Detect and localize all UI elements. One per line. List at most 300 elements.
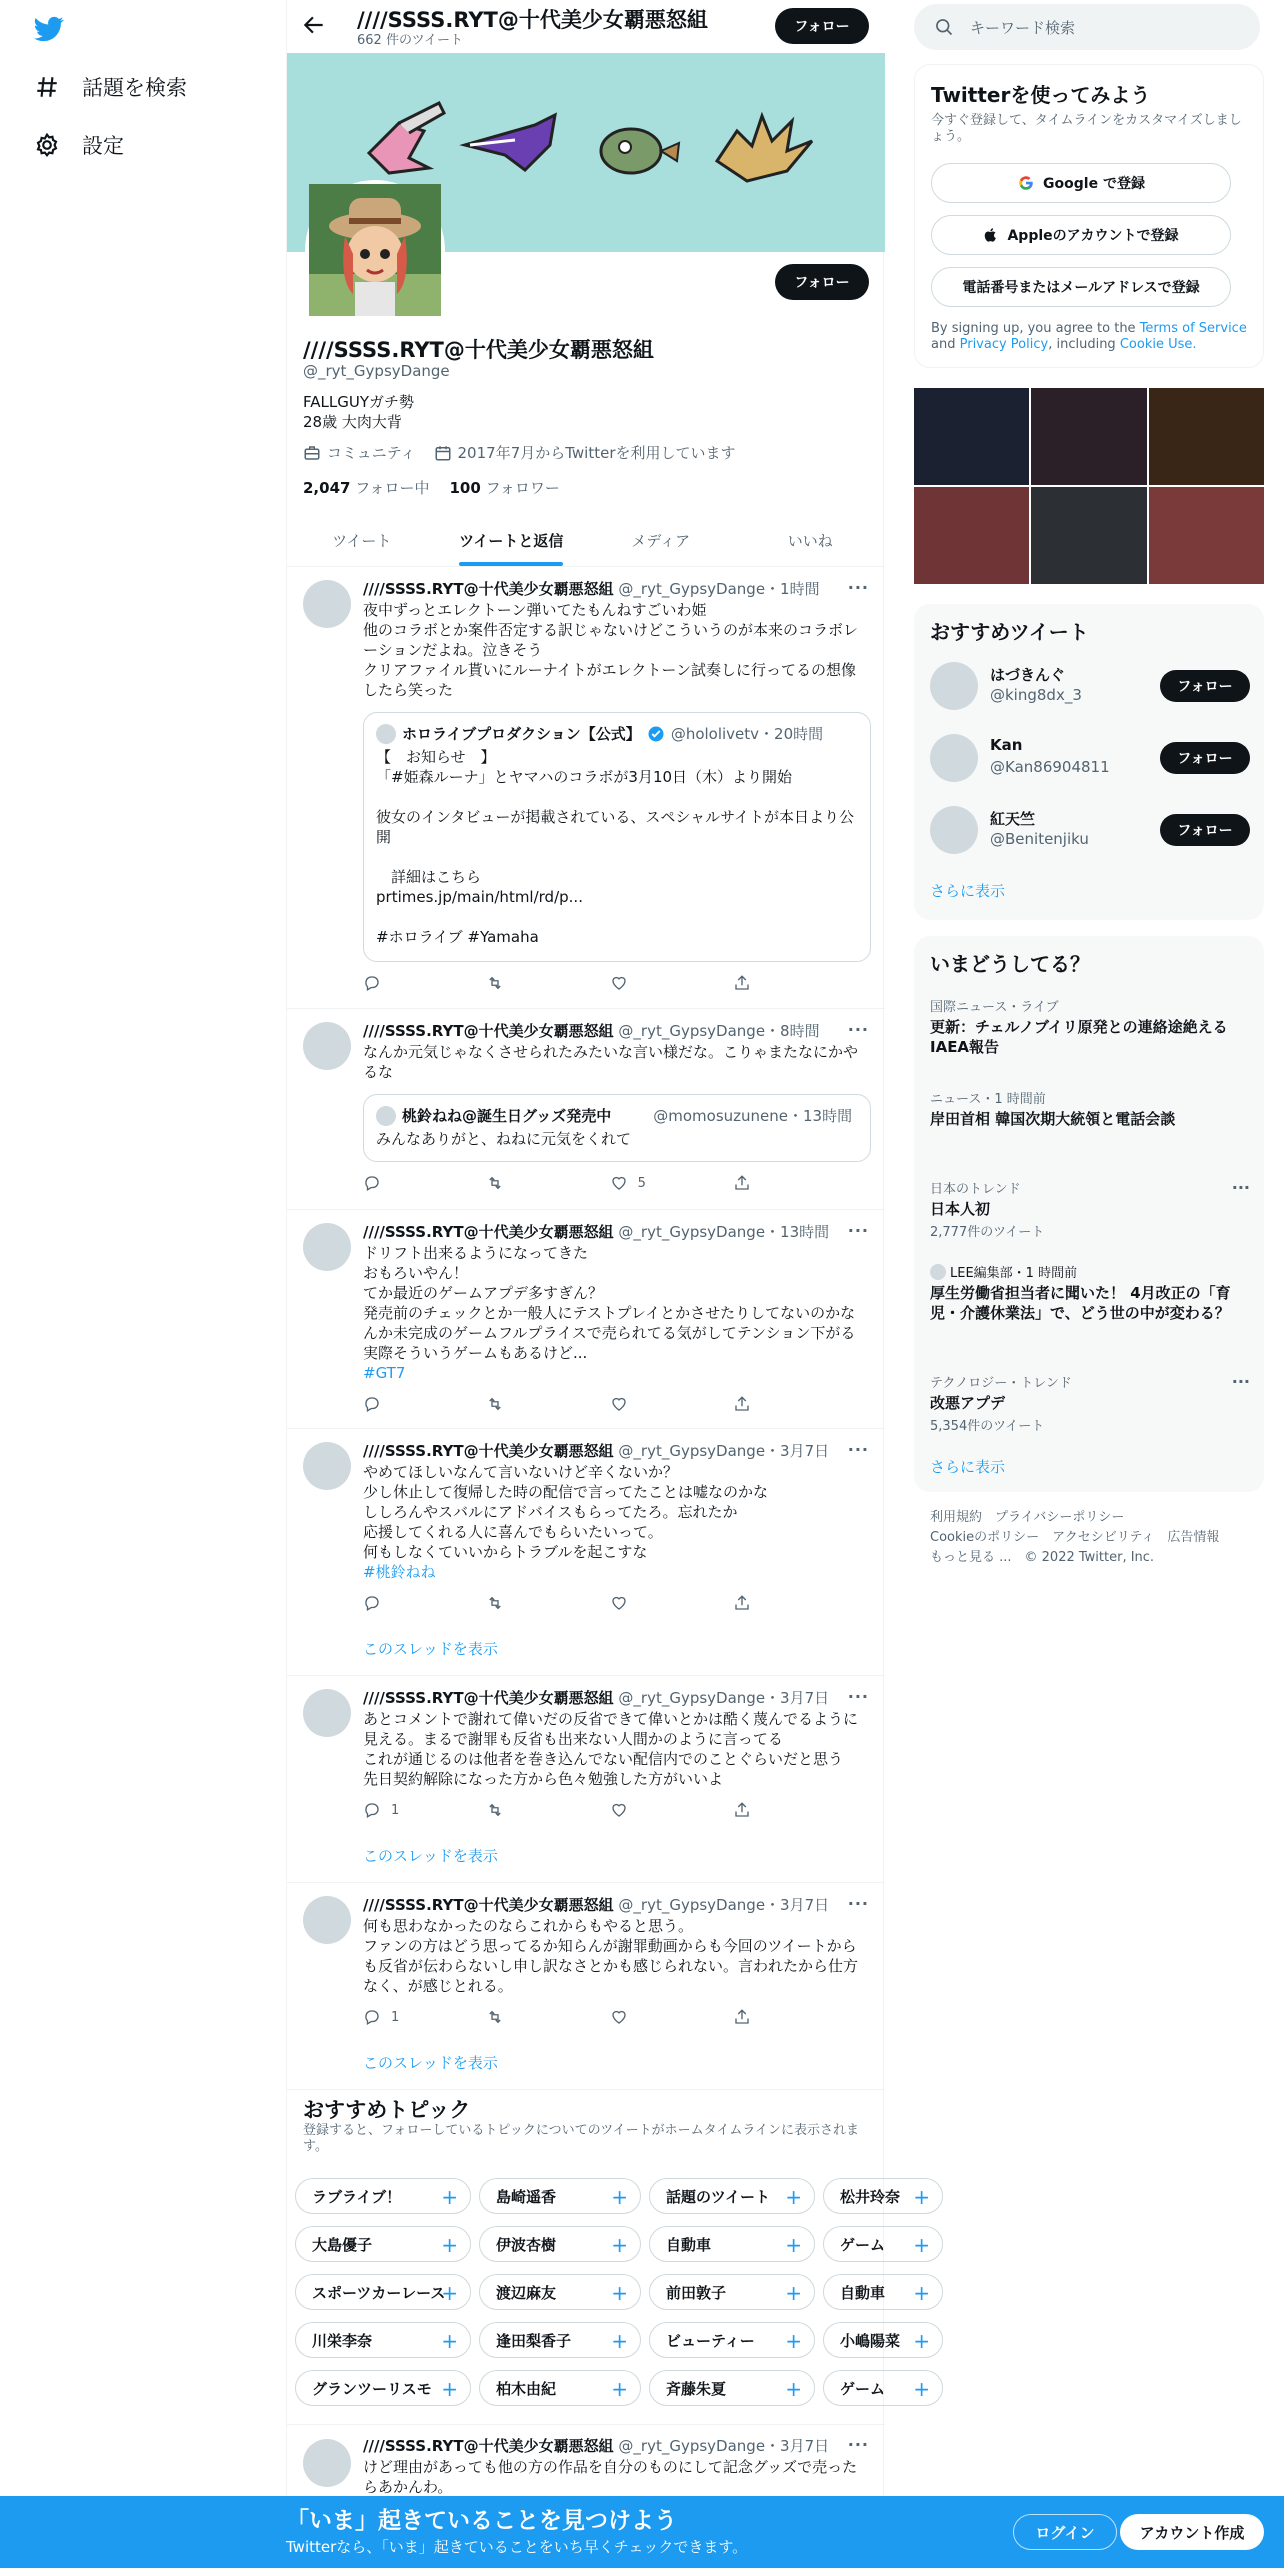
search-input[interactable]: キーワード検索 bbox=[970, 18, 1076, 37]
nav-explore-label: 話題を検索 bbox=[82, 76, 187, 100]
followers-count: 100 bbox=[449, 479, 481, 497]
user-name[interactable]: Kan bbox=[990, 736, 1023, 754]
show-thread-link[interactable]: このスレッドを表示 bbox=[363, 1640, 498, 1658]
trend-context bbox=[930, 1262, 1250, 1281]
more-icon[interactable]: ··· bbox=[847, 1221, 869, 1240]
topic-chip[interactable] bbox=[479, 2274, 641, 2310]
topic-chip[interactable] bbox=[479, 2370, 641, 2406]
tweet-meta: @_ryt_GypsyDange・1時間 bbox=[613, 580, 820, 598]
retweet-icon bbox=[486, 2008, 504, 2026]
apple-signup-button[interactable] bbox=[931, 215, 1231, 255]
topic-chip-label: 松井玲奈 bbox=[840, 2187, 901, 2206]
tweet-text: 何も思わなかったのならこれからもやると思う。 ファンの方はどう思ってるか知らんが謝罪動画からも今回のツイートからも反省が伝わらないし申し訳なさとかも感じられない。言われたから仕方なく、が感じとれる。 bbox=[363, 1917, 859, 1995]
reply-icon bbox=[363, 974, 381, 992]
hashtag-icon bbox=[34, 74, 60, 100]
profile-follow-button[interactable]: フォロー bbox=[775, 264, 869, 300]
topic-chip-label: 伊波杏樹 bbox=[496, 2235, 557, 2254]
trends-panel bbox=[914, 936, 1264, 1492]
share-button[interactable] bbox=[733, 1395, 783, 1413]
tweet-header bbox=[363, 1221, 829, 1242]
follow-button[interactable]: フォロー bbox=[1160, 742, 1250, 774]
trends-title: いまどうしてる？ bbox=[930, 952, 1090, 976]
heart-icon bbox=[610, 1594, 628, 1612]
tweet-text: あとコメントで謝れて偉いだの反省できて偉いとかは酷く蔑んでるように見える。まるで謝罪も反省も出来ない人間かのように言ってる これが通じるのは他者を巻き込んでない配信内でのことぐらいだと思う 先日契約解除になった方から色々勉強した方がいいよ bbox=[363, 1710, 859, 1788]
topics-subtitle: 登録すると、フォローしているトピックについてのツイートがホームタイムラインに表示されます。 bbox=[303, 2123, 860, 2154]
tweet[interactable] bbox=[287, 1884, 885, 2090]
tweet[interactable] bbox=[287, 1010, 885, 1210]
profile-name: ////SSSS.RYT@十代美少女覇悪怒組 bbox=[303, 338, 654, 362]
tab-tweets[interactable]: ツイート bbox=[332, 531, 392, 550]
trend-title: 改悪アプデ bbox=[930, 1394, 1006, 1412]
user-avatar[interactable] bbox=[930, 662, 978, 710]
tweet-header bbox=[363, 1894, 829, 1915]
trend-item[interactable] bbox=[930, 1372, 1250, 1434]
gallery-image[interactable] bbox=[1031, 487, 1146, 584]
tweet-actions bbox=[363, 1801, 783, 1819]
footer-line[interactable]: もっと見る ... © 2022 Twitter, Inc. bbox=[930, 1550, 1155, 1565]
tweet-author-name[interactable]: ////SSSS.RYT@十代美少女覇悪怒組 bbox=[363, 1022, 614, 1040]
user-avatar[interactable] bbox=[930, 734, 978, 782]
topics-title: おすすめトピック bbox=[303, 2098, 471, 2122]
followers-link[interactable] bbox=[450, 477, 560, 498]
plus-icon[interactable]: + bbox=[913, 2233, 930, 2257]
phone-email-signup-button[interactable]: 電話番号またはメールアドレスで登録 bbox=[931, 267, 1231, 307]
topic-chip[interactable] bbox=[295, 2178, 471, 2214]
trend-title: 厚生労働省担当者に聞いた！ 4月改正の「育児・介護休業法」で、どう世の中が変わる？ bbox=[930, 1284, 1231, 1322]
reply-icon bbox=[363, 1594, 381, 1612]
reply-button[interactable] bbox=[363, 2008, 413, 2026]
retweet-button[interactable] bbox=[486, 1395, 536, 1413]
quoted-tweet[interactable] bbox=[363, 712, 871, 962]
topic-chip[interactable] bbox=[479, 2226, 641, 2262]
reply-button[interactable] bbox=[363, 1594, 413, 1612]
tweet[interactable] bbox=[287, 568, 885, 1009]
tweet-meta: @_ryt_GypsyDange・8時間 bbox=[613, 1022, 820, 1040]
legal-text: and bbox=[931, 337, 956, 352]
who-to-follow-panel bbox=[914, 604, 1264, 920]
quote-header bbox=[376, 1105, 852, 1126]
follow-button[interactable]: フォロー bbox=[1160, 814, 1250, 846]
follow-button[interactable]: フォロー bbox=[1160, 670, 1250, 702]
trend-item[interactable] bbox=[930, 1262, 1250, 1323]
trend-item[interactable] bbox=[930, 1088, 1250, 1129]
login-button[interactable]: ログイン bbox=[1013, 2514, 1117, 2550]
plus-icon[interactable]: + bbox=[611, 2329, 628, 2353]
gear-icon bbox=[34, 132, 60, 158]
topic-chip-label: 斉藤朱夏 bbox=[666, 2379, 727, 2398]
plus-icon[interactable]: + bbox=[611, 2281, 628, 2305]
followers-label: フォロワー bbox=[485, 479, 560, 497]
tweet-actions bbox=[363, 2008, 783, 2026]
quote-author-name: 桃鈴ねね@誕生日グッズ発売中 bbox=[402, 1107, 612, 1125]
retweet-icon bbox=[486, 1174, 504, 1192]
tweet-author-name[interactable]: ////SSSS.RYT@十代美少女覇悪怒組 bbox=[363, 1223, 614, 1241]
topic-chip[interactable] bbox=[649, 2322, 815, 2358]
tweet-meta: @_ryt_GypsyDange・3月7日 bbox=[613, 1896, 830, 1914]
tweet-meta: @_ryt_GypsyDange・3月7日 bbox=[613, 1442, 830, 1460]
tab-tweets-and-replies[interactable]: ツイートと返信 bbox=[437, 514, 587, 566]
retweet-icon bbox=[486, 974, 504, 992]
plus-icon[interactable]: + bbox=[785, 2377, 802, 2401]
tweet-actions bbox=[363, 974, 783, 992]
tweet-avatar[interactable] bbox=[303, 1022, 351, 1070]
tweet-avatar[interactable] bbox=[303, 2439, 351, 2487]
reply-count: 1 bbox=[391, 1802, 400, 1818]
plus-icon[interactable]: + bbox=[913, 2185, 930, 2209]
tweet-header bbox=[363, 1687, 829, 1708]
plus-icon[interactable]: + bbox=[913, 2281, 930, 2305]
plus-icon[interactable]: + bbox=[441, 2233, 458, 2257]
profile-category-label: コミュニティ bbox=[327, 444, 416, 462]
topic-chip-label: スポーツカーレース bbox=[312, 2283, 446, 2302]
more-icon[interactable]: ··· bbox=[847, 1440, 869, 1459]
tweet-actions bbox=[363, 1594, 783, 1612]
profile-bio bbox=[303, 392, 414, 432]
more-icon[interactable]: ··· bbox=[847, 578, 869, 597]
gallery-image[interactable] bbox=[914, 388, 1029, 485]
trend-tweet-count: 5,354件のツイート bbox=[930, 1419, 1045, 1434]
trend-tweet-count: 2,777件のツイート bbox=[930, 1225, 1045, 1240]
nav-settings-label: 設定 bbox=[82, 134, 124, 158]
reply-icon bbox=[363, 1395, 381, 1413]
signup-title: Twitterを使ってみよう bbox=[931, 83, 1151, 107]
trend-title: 岸田首相 韓国次期大統領と電話会談 bbox=[930, 1110, 1176, 1128]
like-button[interactable] bbox=[610, 1174, 660, 1192]
share-button[interactable] bbox=[733, 2008, 783, 2026]
plus-icon[interactable]: + bbox=[785, 2185, 802, 2209]
quote-header bbox=[376, 723, 823, 744]
reply-icon bbox=[363, 2008, 381, 2026]
media-gallery bbox=[914, 388, 1264, 584]
cookie-link[interactable]: Cookie Use. bbox=[1119, 337, 1197, 352]
profile-tabs bbox=[287, 514, 885, 567]
header-follow-button[interactable]: フォロー bbox=[775, 8, 869, 44]
share-icon bbox=[733, 974, 751, 992]
topic-chip-label: 自動車 bbox=[840, 2283, 886, 2302]
tab-media[interactable]: メディア bbox=[631, 531, 691, 550]
reply-button[interactable] bbox=[363, 1395, 413, 1413]
tweet-text: なんか元気じゃなくさせられたみたいな言い様だな。こりゃまたなにかやるな bbox=[363, 1043, 859, 1081]
right-sidebar bbox=[884, 0, 1284, 2568]
topic-chip-label: 前田敦子 bbox=[666, 2283, 727, 2302]
like-button[interactable] bbox=[610, 974, 660, 992]
trend-context: 国際ニュース・ライブ bbox=[930, 1000, 1059, 1015]
tweet-text bbox=[363, 1462, 867, 1582]
retweet-icon bbox=[486, 1801, 504, 1819]
gallery-image[interactable] bbox=[1149, 487, 1264, 584]
reply-icon bbox=[363, 1174, 381, 1192]
topic-chip[interactable] bbox=[295, 2322, 471, 2358]
tab-likes[interactable]: いいね bbox=[787, 531, 833, 550]
plus-icon[interactable]: + bbox=[441, 2377, 458, 2401]
topic-chip-label: 川栄李奈 bbox=[312, 2331, 373, 2350]
topic-chip-label: 渡辺麻友 bbox=[496, 2283, 557, 2302]
more-icon[interactable]: ··· bbox=[1231, 1372, 1250, 1391]
user-name[interactable]: はづきんぐ bbox=[990, 666, 1066, 684]
profile-meta bbox=[303, 442, 736, 463]
apple-signup-label: Appleのアカウントで登録 bbox=[1007, 228, 1179, 244]
who-to-follow-title: おすすめツイート bbox=[930, 620, 1089, 644]
topic-chip[interactable] bbox=[649, 2370, 815, 2406]
heart-icon bbox=[610, 1801, 628, 1819]
trend-title: 更新：チェルノブイリ原発との連絡途絶える IAEA報告 bbox=[930, 1018, 1228, 1056]
bottom-bar-title: 「いま」起きていることを見つけよう bbox=[286, 2508, 677, 2534]
footer-line[interactable]: Cookieのポリシー アクセシビリティ 広告情報 bbox=[930, 1530, 1220, 1545]
show-more-link[interactable]: さらに表示 bbox=[930, 1458, 1006, 1476]
follow-suggestion[interactable] bbox=[930, 802, 1250, 858]
show-thread-link[interactable]: このスレッドを表示 bbox=[363, 1847, 498, 1865]
tweet-avatar[interactable] bbox=[303, 1896, 351, 1944]
plus-icon[interactable]: + bbox=[785, 2233, 802, 2257]
tweet[interactable] bbox=[287, 1677, 885, 1883]
reply-button[interactable] bbox=[363, 974, 413, 992]
main-column bbox=[286, 0, 930, 2568]
trend-item[interactable] bbox=[930, 996, 1250, 1057]
google-signup-label: Google で登録 bbox=[1043, 176, 1145, 192]
tweet-author-name[interactable]: ////SSSS.RYT@十代美少女覇悪怒組 bbox=[363, 1442, 614, 1460]
tweet-author-name[interactable]: ////SSSS.RYT@十代美少女覇悪怒組 bbox=[363, 1896, 614, 1914]
search-box[interactable] bbox=[914, 4, 1260, 50]
tweet-header bbox=[363, 1020, 820, 1041]
profile-handle: @_ryt_GypsyDange bbox=[303, 362, 450, 380]
plus-icon[interactable]: + bbox=[611, 2377, 628, 2401]
following-link[interactable] bbox=[303, 477, 430, 498]
trend-context: ニュース・1 時間前 bbox=[930, 1092, 1046, 1107]
trend-context: テクノロジー・トレンド bbox=[930, 1376, 1072, 1391]
profile-category bbox=[303, 442, 416, 463]
share-icon bbox=[733, 1801, 751, 1819]
nav-explore[interactable] bbox=[34, 72, 187, 102]
topic-chip-label: 島崎遥香 bbox=[496, 2187, 557, 2206]
google-icon bbox=[1017, 174, 1035, 192]
signup-legal bbox=[931, 321, 1251, 353]
topic-chip[interactable] bbox=[649, 2274, 815, 2310]
like-button[interactable] bbox=[610, 2008, 660, 2026]
topic-chip[interactable] bbox=[479, 2178, 641, 2214]
quote-text: 【 お知らせ 】 「#姫森ルーナ」とヤマハのコラボが3月10日（木）より開始 彼女のインタビューが掲載されている、スペシャルサイトが本日より公開 詳細はこちら prtimes.jp/main/html/rd/p... #ホロライブ #Yamaha bbox=[376, 748, 855, 946]
quote-author-name: ホロライブプロダクション【公式】 bbox=[402, 725, 641, 743]
retweet-button[interactable] bbox=[486, 1594, 536, 1612]
plus-icon[interactable]: + bbox=[611, 2185, 628, 2209]
profile-joined-label: 2017年7月からTwitterを利用しています bbox=[457, 444, 736, 462]
footer-line[interactable]: 利用規約 プライバシーポリシー bbox=[930, 1510, 1125, 1525]
topic-chip[interactable] bbox=[295, 2274, 471, 2310]
follow-suggestion[interactable] bbox=[930, 658, 1250, 714]
apple-icon bbox=[983, 226, 999, 244]
trend-context: 日本のトレンド bbox=[930, 1182, 1021, 1197]
bottom-bar-subtitle: Twitterなら、「いま」起きていることをいち早くチェックできます。 bbox=[286, 2538, 748, 2556]
retweet-button[interactable] bbox=[486, 1801, 536, 1819]
topic-chip-label: ラブライブ！ bbox=[312, 2187, 402, 2206]
profile-joined bbox=[434, 442, 736, 463]
bio-line: 28歳 大肉大背 bbox=[303, 413, 402, 431]
terms-link[interactable]: Terms of Service bbox=[1139, 321, 1247, 336]
trend-title: 日本人初 bbox=[930, 1200, 991, 1218]
user-name[interactable]: 紅天竺 bbox=[990, 810, 1036, 828]
topic-chip[interactable] bbox=[295, 2370, 471, 2406]
trend-avatar bbox=[930, 1264, 946, 1280]
calendar-icon bbox=[434, 444, 452, 462]
bio-line: FALLGUYガチ勢 bbox=[303, 393, 414, 411]
legal-text: By signing up, you agree to the bbox=[931, 321, 1136, 336]
quoted-tweet[interactable] bbox=[363, 1094, 871, 1162]
retweet-button[interactable] bbox=[486, 2008, 536, 2026]
quote-text: みんなありがと、ねねに元気をくれて bbox=[376, 1130, 632, 1148]
more-icon[interactable]: ··· bbox=[847, 1894, 869, 1913]
tweet[interactable] bbox=[287, 1211, 885, 1429]
back-arrow-icon[interactable] bbox=[301, 12, 327, 38]
plus-icon[interactable]: + bbox=[913, 2329, 930, 2353]
profile-avatar[interactable] bbox=[305, 180, 445, 320]
quote-avatar bbox=[376, 1106, 396, 1126]
search-icon bbox=[934, 17, 954, 37]
tweet-text-content: ドリフト出来るようになってきた おもろいやん！ てか最近のゲームアプデ多すぎん？ 発売前のチェックとか一般人にテストプレイとかさせたりしてないのかなんか未完成のゲームフルプライスで売られてる気がしてテンション下がる実際そういうゲームもあるけど... bbox=[363, 1244, 856, 1362]
topic-chip[interactable] bbox=[649, 2226, 815, 2262]
topic-chip-label: 柏木由紀 bbox=[496, 2379, 557, 2398]
like-button[interactable] bbox=[610, 1801, 660, 1819]
share-icon bbox=[733, 1174, 751, 1192]
gallery-image[interactable] bbox=[1149, 388, 1264, 485]
like-count: 5 bbox=[637, 1175, 646, 1191]
more-icon[interactable]: ··· bbox=[1231, 1178, 1250, 1197]
tweet-text-content: やめてほしいなんて言いないけど辛くないか？ 少し休止して復帰した時の配信で言ってたことは嘘なのかな ししろんやスバルにアドバイスもらってたろ。忘れたか 応援してくれる人に喜んでもらいたいって。 何もしなくていいからトラブルを起こすな bbox=[363, 1463, 769, 1561]
heart-icon bbox=[610, 1174, 628, 1192]
plus-icon[interactable]: + bbox=[913, 2377, 930, 2401]
tweet-actions bbox=[363, 1395, 783, 1413]
hashtag-link[interactable]: #GT7 bbox=[363, 1364, 406, 1382]
reply-button[interactable] bbox=[363, 1801, 413, 1819]
tweet-text: 夜中ずっとエレクトーン弾いてたもんねすごいわ姫 他のコラボとか案件否定する訳じゃないけどこういうのが本来のコラボレーションだよね。泣きそう クリアファイル貰いにルーナイトがエレクトーン試奏しに行ってるの想像したら笑った bbox=[363, 601, 859, 699]
topic-chip[interactable] bbox=[295, 2226, 471, 2262]
tweet-avatar[interactable] bbox=[303, 1442, 351, 1490]
trend-context-label: LEE編集部・1 時間前 bbox=[950, 1266, 1078, 1281]
header-name: ////SSSS.RYT@十代美少女覇悪怒組 bbox=[357, 8, 708, 32]
tweet-avatar[interactable] bbox=[303, 1689, 351, 1737]
tweet-header bbox=[363, 1440, 829, 1461]
share-button[interactable] bbox=[733, 1801, 783, 1819]
plus-icon[interactable]: + bbox=[441, 2185, 458, 2209]
topic-chip-label: ビューティー bbox=[666, 2331, 755, 2350]
like-button[interactable] bbox=[610, 1395, 660, 1413]
show-thread-link[interactable]: このスレッドを表示 bbox=[363, 2054, 498, 2072]
legal-text: , including bbox=[1048, 337, 1116, 352]
tweet-avatar[interactable] bbox=[303, 1223, 351, 1271]
following-label: フォロー中 bbox=[355, 479, 430, 497]
bottom-signup-bar bbox=[0, 2496, 1284, 2568]
share-icon bbox=[733, 1594, 751, 1612]
tweet-author-name[interactable]: ////SSSS.RYT@十代美少女覇悪怒組 bbox=[363, 2437, 614, 2455]
nav-settings[interactable] bbox=[34, 130, 124, 160]
more-icon[interactable]: ··· bbox=[847, 2435, 869, 2454]
share-icon bbox=[733, 2008, 751, 2026]
follow-suggestion[interactable] bbox=[930, 730, 1250, 786]
heart-icon bbox=[610, 974, 628, 992]
share-button[interactable] bbox=[733, 974, 783, 992]
reply-count: 1 bbox=[391, 2009, 400, 2025]
plus-icon[interactable]: + bbox=[785, 2281, 802, 2305]
topic-chip-label: グランツーリスモ bbox=[312, 2379, 432, 2398]
gallery-image[interactable] bbox=[1031, 388, 1146, 485]
topic-chip-label: 逢田梨香子 bbox=[496, 2331, 572, 2350]
like-button[interactable] bbox=[610, 1594, 660, 1612]
topic-chip[interactable] bbox=[479, 2322, 641, 2358]
plus-icon[interactable]: + bbox=[441, 2281, 458, 2305]
retweet-button[interactable] bbox=[486, 974, 536, 992]
topic-chip[interactable] bbox=[649, 2178, 815, 2214]
signup-panel bbox=[914, 64, 1264, 368]
left-nav bbox=[0, 0, 286, 2568]
profile-header-bar bbox=[287, 0, 885, 53]
tweet-text: けど理由があっても他の方の作品を自分のものにして記念グッズで売ったらあかんわ。 bbox=[363, 2458, 858, 2496]
tweet-header bbox=[363, 2435, 829, 2456]
gallery-image[interactable] bbox=[914, 487, 1029, 584]
topic-chip-label: 自動車 bbox=[666, 2235, 712, 2254]
header-tweet-count: 662 件のツイート bbox=[357, 33, 464, 48]
quote-meta: @momosuzunene・13時間 bbox=[653, 1107, 853, 1125]
user-handle: @Benitenjiku bbox=[990, 830, 1089, 848]
tweet[interactable] bbox=[287, 1430, 885, 1676]
briefcase-icon bbox=[303, 444, 321, 462]
signup-button[interactable]: アカウント作成 bbox=[1120, 2514, 1264, 2550]
retweet-button[interactable] bbox=[486, 1174, 536, 1192]
signup-subtitle: 今すぐ登録して、タイムラインをカスタマイズしましょう。 bbox=[931, 113, 1242, 144]
plus-icon[interactable]: + bbox=[785, 2329, 802, 2353]
user-handle: @king8dx_3 bbox=[990, 686, 1082, 704]
user-handle: @Kan86904811 bbox=[990, 758, 1110, 776]
tweet-text bbox=[363, 1243, 867, 1383]
tweet-actions bbox=[363, 1174, 783, 1192]
topic-chip-label: 小嶋陽菜 bbox=[840, 2331, 901, 2350]
retweet-icon bbox=[486, 1395, 504, 1413]
tweet-meta: @_ryt_GypsyDange・13時間 bbox=[613, 1223, 830, 1241]
tweet-avatar[interactable] bbox=[303, 580, 351, 628]
footer-links bbox=[930, 1508, 1250, 1568]
show-more-link[interactable]: さらに表示 bbox=[930, 882, 1006, 900]
topic-chip-label: 話題のツイート bbox=[666, 2187, 770, 2206]
trend-item[interactable] bbox=[930, 1178, 1250, 1240]
tweet-author-name[interactable]: ////SSSS.RYT@十代美少女覇悪怒組 bbox=[363, 1689, 614, 1707]
tweet-meta: @_ryt_GypsyDange・3月7日 bbox=[613, 2437, 830, 2455]
twitter-logo-icon[interactable] bbox=[32, 14, 66, 44]
hashtag-link[interactable]: #桃鈴ねね bbox=[363, 1563, 436, 1581]
user-avatar[interactable] bbox=[930, 806, 978, 854]
avatar-character bbox=[309, 184, 441, 316]
plus-icon[interactable]: + bbox=[441, 2329, 458, 2353]
topic-chip-label: ゲーム bbox=[840, 2379, 886, 2398]
privacy-link[interactable]: Privacy Policy bbox=[959, 337, 1049, 352]
quote-meta: @hololivetv・20時間 bbox=[670, 725, 824, 743]
retweet-icon bbox=[486, 1594, 504, 1612]
plus-icon[interactable]: + bbox=[611, 2233, 628, 2257]
heart-icon bbox=[610, 2008, 628, 2026]
reply-icon bbox=[363, 1801, 381, 1819]
quote-avatar bbox=[376, 724, 396, 744]
topic-chip-label: 大島優子 bbox=[312, 2235, 373, 2254]
share-button[interactable] bbox=[733, 1174, 783, 1192]
reply-button[interactable] bbox=[363, 1174, 413, 1192]
google-signup-button[interactable] bbox=[931, 163, 1231, 203]
tweet-author-name[interactable]: ////SSSS.RYT@十代美少女覇悪怒組 bbox=[363, 580, 614, 598]
following-count: 2,047 bbox=[303, 479, 351, 497]
more-icon[interactable]: ··· bbox=[847, 1020, 869, 1039]
topic-chip-label: ゲーム bbox=[840, 2235, 886, 2254]
heart-icon bbox=[610, 1395, 628, 1413]
profile-follow-stats bbox=[303, 477, 560, 498]
share-button[interactable] bbox=[733, 1594, 783, 1612]
verified-badge-icon bbox=[647, 725, 665, 743]
tweet-header bbox=[363, 578, 820, 599]
more-icon[interactable]: ··· bbox=[847, 1687, 869, 1706]
